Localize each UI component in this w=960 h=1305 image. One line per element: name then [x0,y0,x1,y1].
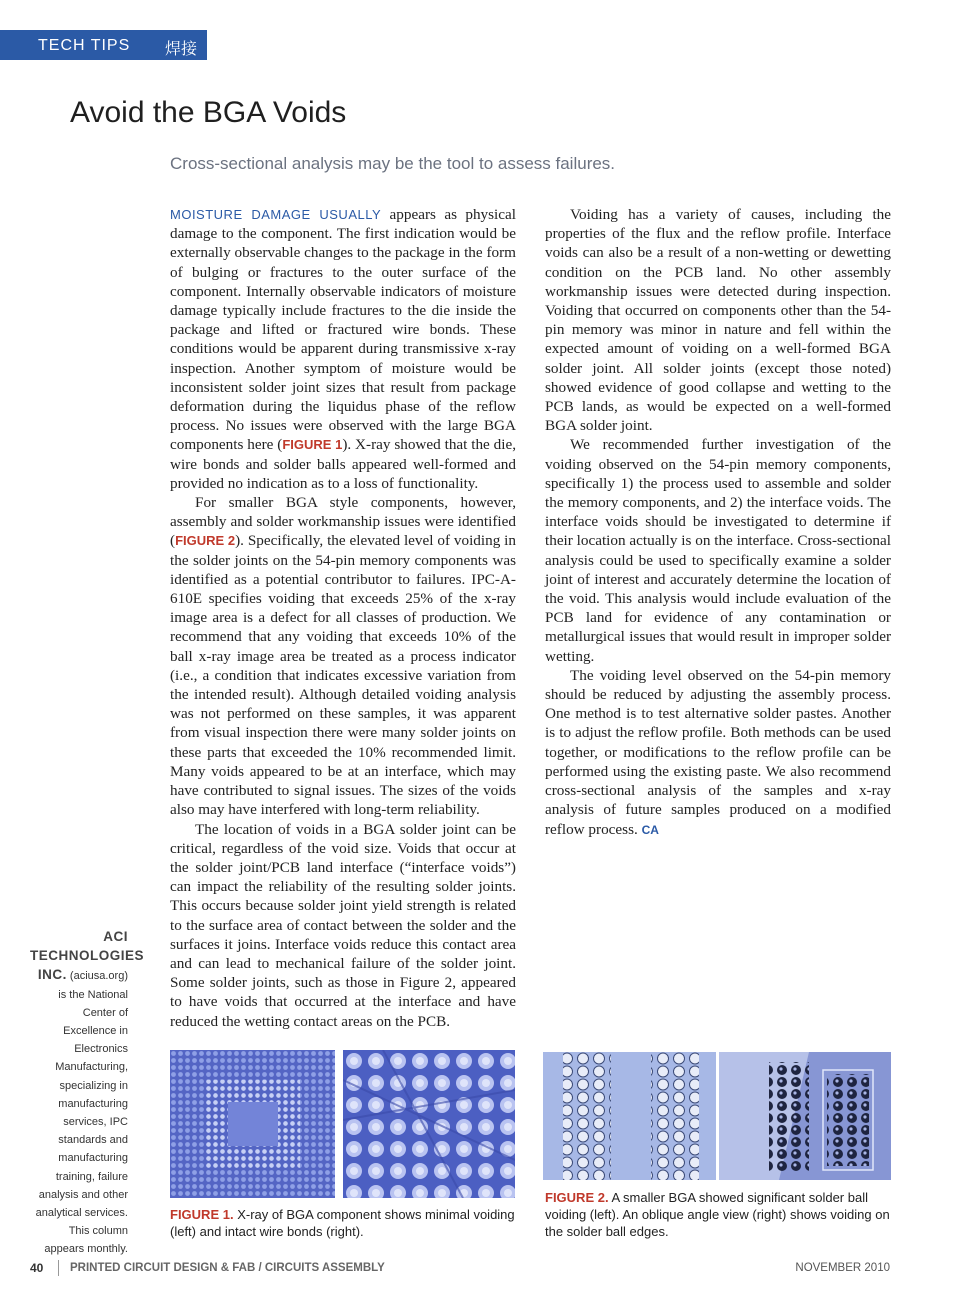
bio-text: (aciusa.org) is the National Center of Excellence in Electronics Manufacturing, specializing in manufacturing services, IPC standards and manufacturing training, failure analysis and other analytical services. This column appears monthly. [35,970,128,1256]
p2-text-a: For smaller BGA style components, however, assembly and solder workmanship issues were identified ( [170,494,516,550]
footer-publication: PRINTED CIRCUIT DESIGN & FAB / CIRCUITS ASSEMBLY [70,1262,385,1274]
figure-1-caption-text: X-ray of BGA component shows minimal voiding (left) and intact wire bonds (right). [170,1207,515,1239]
paragraph-6 [545,666,891,840]
p1-text-a: appears as physical damage to the component. The first indication would be externally observable changes to the package in the form of bulging or fractures to the outer surface of the component. Internally observable indicators of moisture damage typically include fractures to the die inside the package and lifted or fractured wire bonds. These conditions would be apparent during transmissive x-ray inspection. Another symptom of moisture would be inconsistent solder joint sizes that result from package deformation during the liquidus phase of the reflow process. No issues were observed with the large BGA components here ( [170,206,516,454]
figure-1-caption [170,1206,515,1240]
paragraph-4: Voiding has a variety of causes, including the properties of the flux and the reflow profile. Interface voids can also be a result of a non-wetting or dewetting condition on the PCB land. No other assembly workmanship issues were detected during inspection. Voiding that occurred on components other than the 54-pin memory was minor in nature and fell within the expected amount of voiding on a well-formed BGA solder joint. All solder joints (except those noted) showed evidence of good collapse and wetting to the PCB lands, as would be expected on a well-formed BGA solder joint. [545,206,891,435]
paragraph-1 [170,205,516,493]
figure-1-image-right [343,1050,515,1198]
footer-divider [58,1260,59,1276]
page-number: 40 [30,1261,44,1275]
p2-text-b: ). Specifically, the elevated level of voiding in the solder joints on the 54-pin memory components was identified as a potential contributor to failures. IPC-A-610E specifies voiding that exceeds 25% of the x-ray image area is a defect for all classes of production. We recommend that any voiding that exceeds 10% of the ball x-ray image area be treated as a process indicator (i.e., a condition that indicates excessive variation from the intended result). Although detailed voiding analysis was not performed on these samples, it was apparent from visual inspection there were many solder joints on these parts that exceeded the 10% recommended limit. Many voids appeared to be at an interface, which may have contributed to signal issues. The sizes of the voids also may have interfered with long-term reliability. [170,532,516,819]
figure-2-image-right [719,1052,891,1180]
text-column-right-flow [545,205,891,840]
figure-2-label: FIGURE 2. [545,1190,609,1205]
author-bio [30,928,145,1259]
figure-2-caption-text: A smaller BGA showed significant solder ball voiding (left). An oblique angle view (right) shows voiding on the solder ball edges. [545,1190,890,1239]
paragraph-5: We recommended further investigation of the voiding observed on the 54-pin memory components, specifically 1) the process used to assemble and solder the memory components, and 2) the interface voids. The interface voids should be investigated to determine if their location actually is on the interface. Cross-sectional analysis could be used to specifically examine a solder joint of interest and accurately determine the location of the void. This analysis would include evaluation of the PCB land for evidence of any contamination or metallurgical issues that would result in improper solder wetting. [545,436,891,665]
p6-text: The voiding level observed on the 54-pin memory should be reduced by adjusting the assembly process. One method is to test alternative solder pastes. Another is to adjust the reflow profile. Both methods can be used together, or modifications to the reflow profile can be performed using the existing paste. We also recommend cross-sectional analysis of the samples and x-ray analysis of future samples produced on a modified reflow process. [545,666,891,838]
paragraph-2 [170,493,516,819]
paragraph-3: The location of voids in a BGA solder joint can be critical, regardless of the void size. Voids that occur at the solder joint/PCB land interface (“interface voids”) can impact the reliability of the resulting solder joints. This occurs because solder joint yield strength is related to the surface area of contact between the solder and the surfaces it joins. Interface voids reduce this contact area and can lead to mechanical failure of the solder joint. Some solder joints, such as those in Figure 2, appeared to have voids that occurred at the interface and have reduced the wetting contact areas on the PCB. [170,820,516,1030]
lead-in: MOISTURE DAMAGE USUALLY [170,207,382,222]
article-title: Avoid the BGA Voids [70,96,347,129]
p1-text-b: ). X-ray showed that the die, wire bonds and solder balls appeared well-formed and provided no indication as to a loss of functionality. [170,436,516,492]
article-deck: Cross-sectional analysis may be the tool to assess failures. [170,154,616,173]
section-tab [0,30,207,60]
bio-name: ACI TECHNOLOGIES INC. [30,929,145,983]
section-label: TECH TIPS [38,37,131,54]
figure-2-image-left [543,1052,716,1180]
section-label-chinese: 焊接 [165,41,198,58]
end-mark: CA [641,822,659,837]
figure-1-label: FIGURE 1. [170,1207,234,1222]
footer-date: NOVEMBER 2010 [795,1262,890,1274]
figure-1-ref: FIGURE 1 [282,437,343,453]
figure-1-image-left [170,1050,335,1198]
text-column-left [170,205,516,1031]
figure-2-ref: FIGURE 2 [175,533,236,549]
figure-2-caption [545,1189,891,1240]
